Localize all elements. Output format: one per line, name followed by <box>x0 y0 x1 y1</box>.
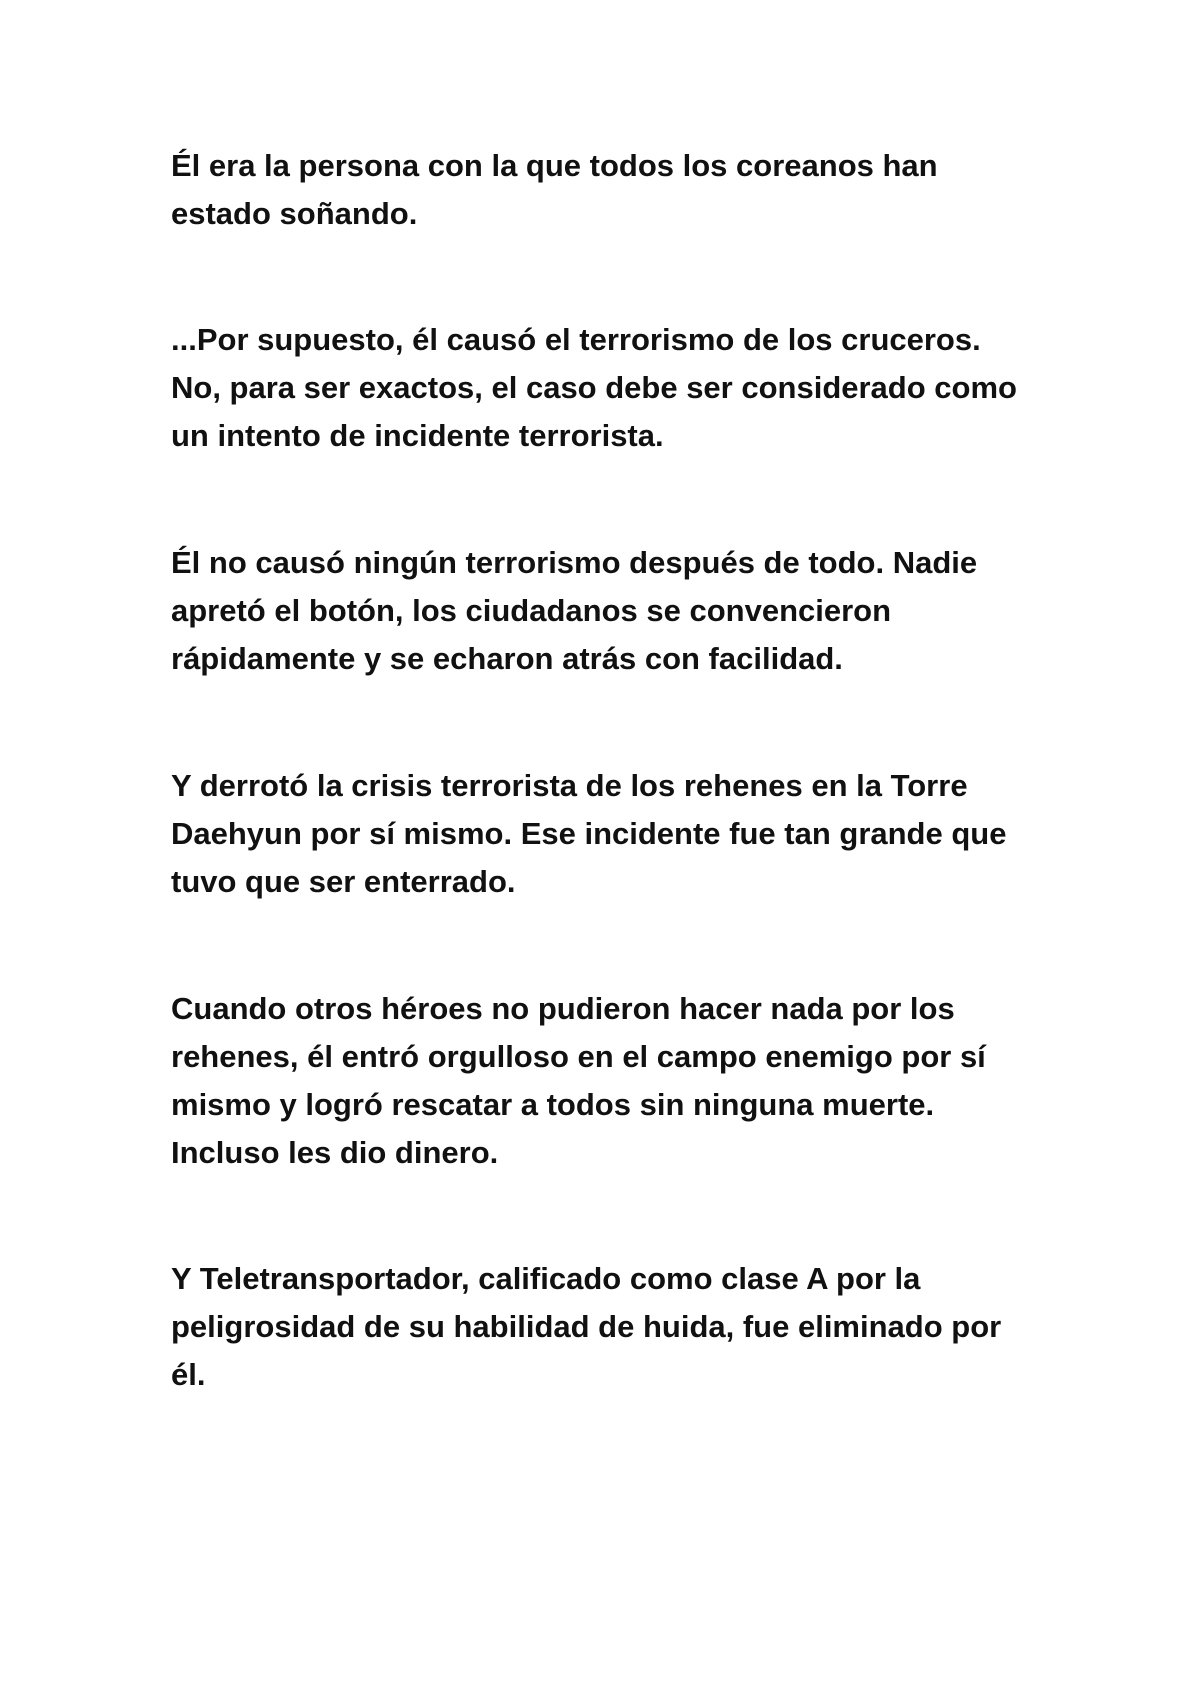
paragraph-5: Cuando otros héroes no pudieron hacer nada por los rehenes, él entró orgulloso en el campo enemigo por sí mismo y logró rescatar a todos sin ninguna muerte. Incluso les dio dinero. <box>171 991 986 1170</box>
paragraph-3: Él no causó ningún terrorismo después de todo. Nadie apretó el botón, los ciudadanos se convencieron rápidamente y se echaron atrás con facilidad. <box>171 545 978 676</box>
paragraph-2: ...Por supuesto, él causó el terrorismo de los cruceros. No, para ser exactos, el caso debe ser considerado como un intento de incidente terrorista. <box>171 322 1017 453</box>
paragraph-6: Y Teletransportador, calificado como clase A por la peligrosidad de su habilidad de huida, fue eliminado por él. <box>171 1261 1002 1392</box>
paragraph-4: Y derrotó la crisis terrorista de los rehenes en la Torre Daehyun por sí mismo. Ese incidente fue tan grande que tuvo que ser enterrado. <box>171 768 1007 899</box>
paragraph-1: Él era la persona con la que todos los coreanos han estado soñando. <box>171 148 938 231</box>
